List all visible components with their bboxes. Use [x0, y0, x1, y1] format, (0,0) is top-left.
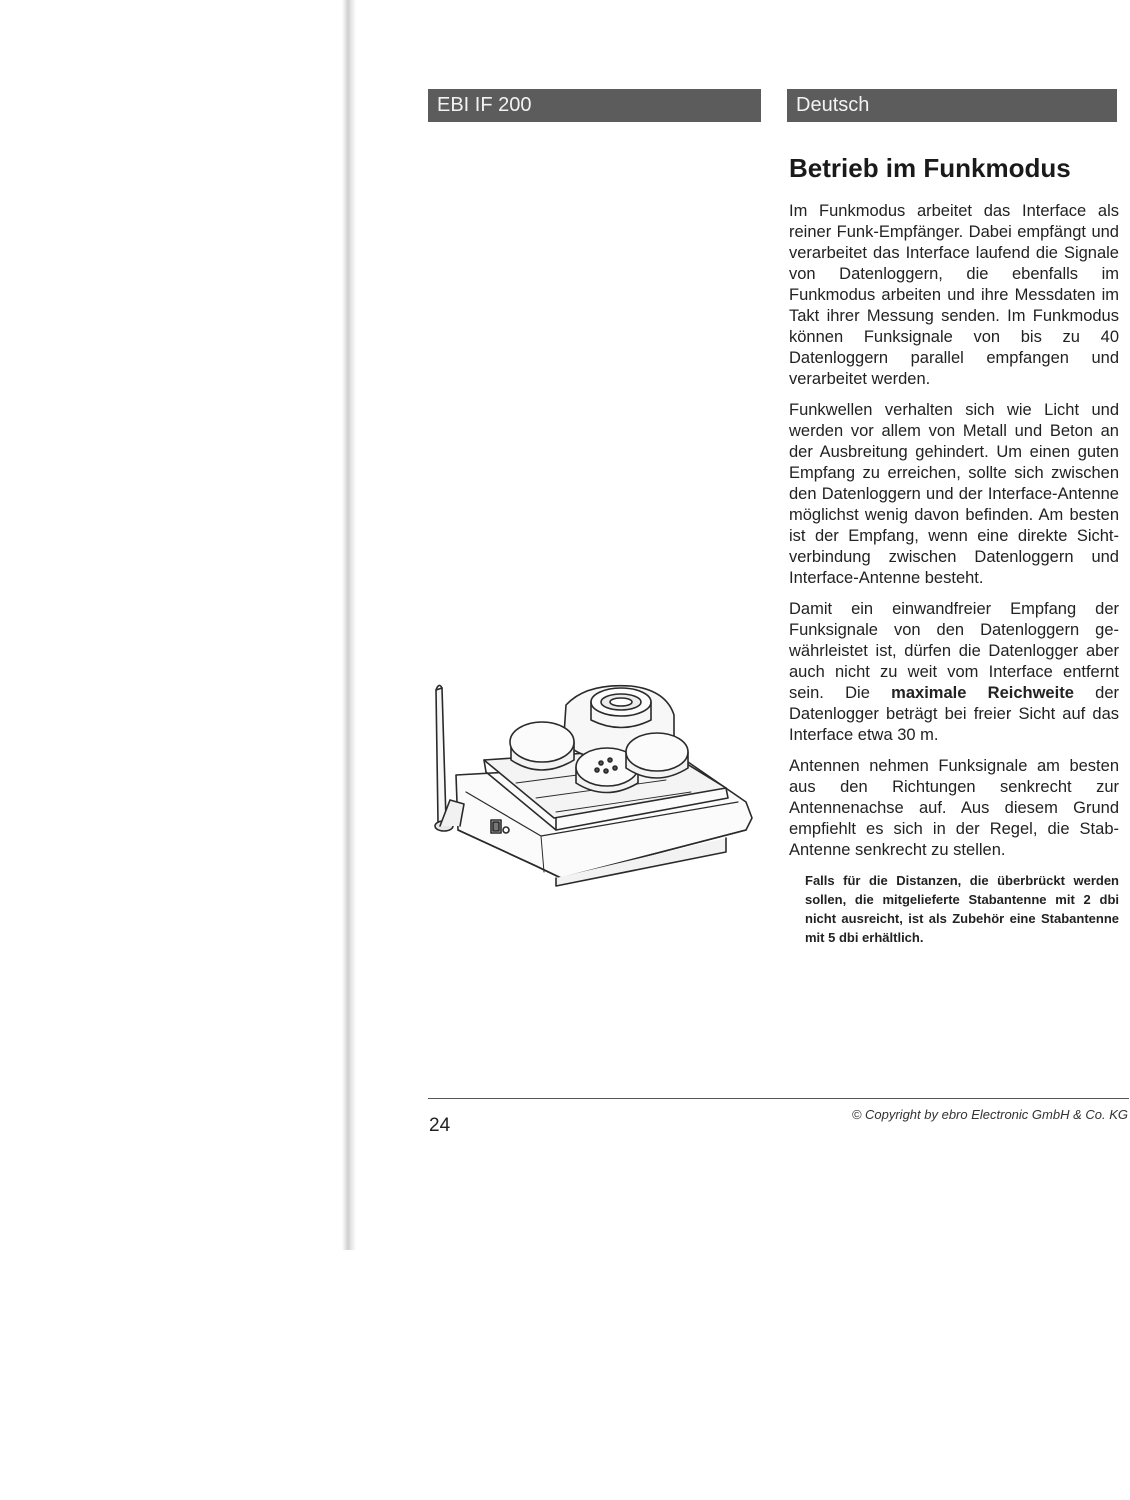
page-number: 24 — [429, 1115, 451, 1136]
footer-divider — [428, 1098, 1129, 1099]
paragraph-antennen: Antennen nehmen Funksignale am besten aus den Richtungen senkrecht zur Antennenachse auf. Aus diesem Grund empfiehlt es sich in der Regel, die Stab-Antenne senkrecht zu stellen. — [789, 757, 1119, 859]
copyright-notice: © Copyright by ebro Electronic GmbH & Co. KG — [851, 1107, 1128, 1122]
antenna-icon — [435, 685, 464, 831]
header-language-label: Deutsch — [787, 89, 1117, 122]
accessory-note: Falls für die Distanzen, die überbrückt werden sollen, die mitgelieferte Stabantenne mit 2 dbi nicht ausreicht, ist als Zubehör eine Stabantenne mit 5 dbi erhältlich. — [805, 873, 1119, 945]
interface-device-icon — [426, 680, 761, 890]
header-product-label: EBI IF 200 — [428, 89, 761, 122]
reichweite-text-before: Damit ein einwandfreier Empfang der Funksignale von den Datenloggern gewährleistet ist, dürfen die Datenlogger aber auch nicht zu weit vom Interface entfernt sein. Die — [789, 600, 1119, 702]
paragraph-funkwellen: Funkwellen verhalten sich wie Licht und werden vor allem von Metall und Beton an der Ausbreitung gehindert. Um einen guten Empfang zu erreichen, sollte sich zwischen den Datenloggern und der Interface-Antenne möglichst wenig davon befinden. Am besten ist der Empfang, wenn eine direkte Sichtverbindung zwischen Datenloggern und Interface-Antenne besteht. — [789, 401, 1119, 587]
binding-shadow — [342, 0, 356, 1250]
reichweite-text-after: der Datenlogger beträgt bei freier Sicht auf das Interface etwa 30 m. — [789, 684, 1120, 744]
section-heading: Betrieb im Funkmodus — [789, 153, 1071, 183]
reichweite-bold: maximale Reichweite — [891, 684, 1074, 702]
paragraph-reichweite — [789, 599, 1119, 746]
paragraph-funkmodus: Im Funkmodus arbeitet das Interface als reiner Funk-Empfänger. Dabei empfängt und verarbeitet das Interface laufend die Signale von Datenloggern, die ebenfalls im Funkmodus arbeiten und ihre Messdaten im Takt ihrer Messung senden. Im Funkmodus können Funksignale von bis zu 40 Datenloggern parallel empfangen und verarbeitet werden. — [789, 202, 1119, 388]
section-body — [789, 201, 1119, 947]
